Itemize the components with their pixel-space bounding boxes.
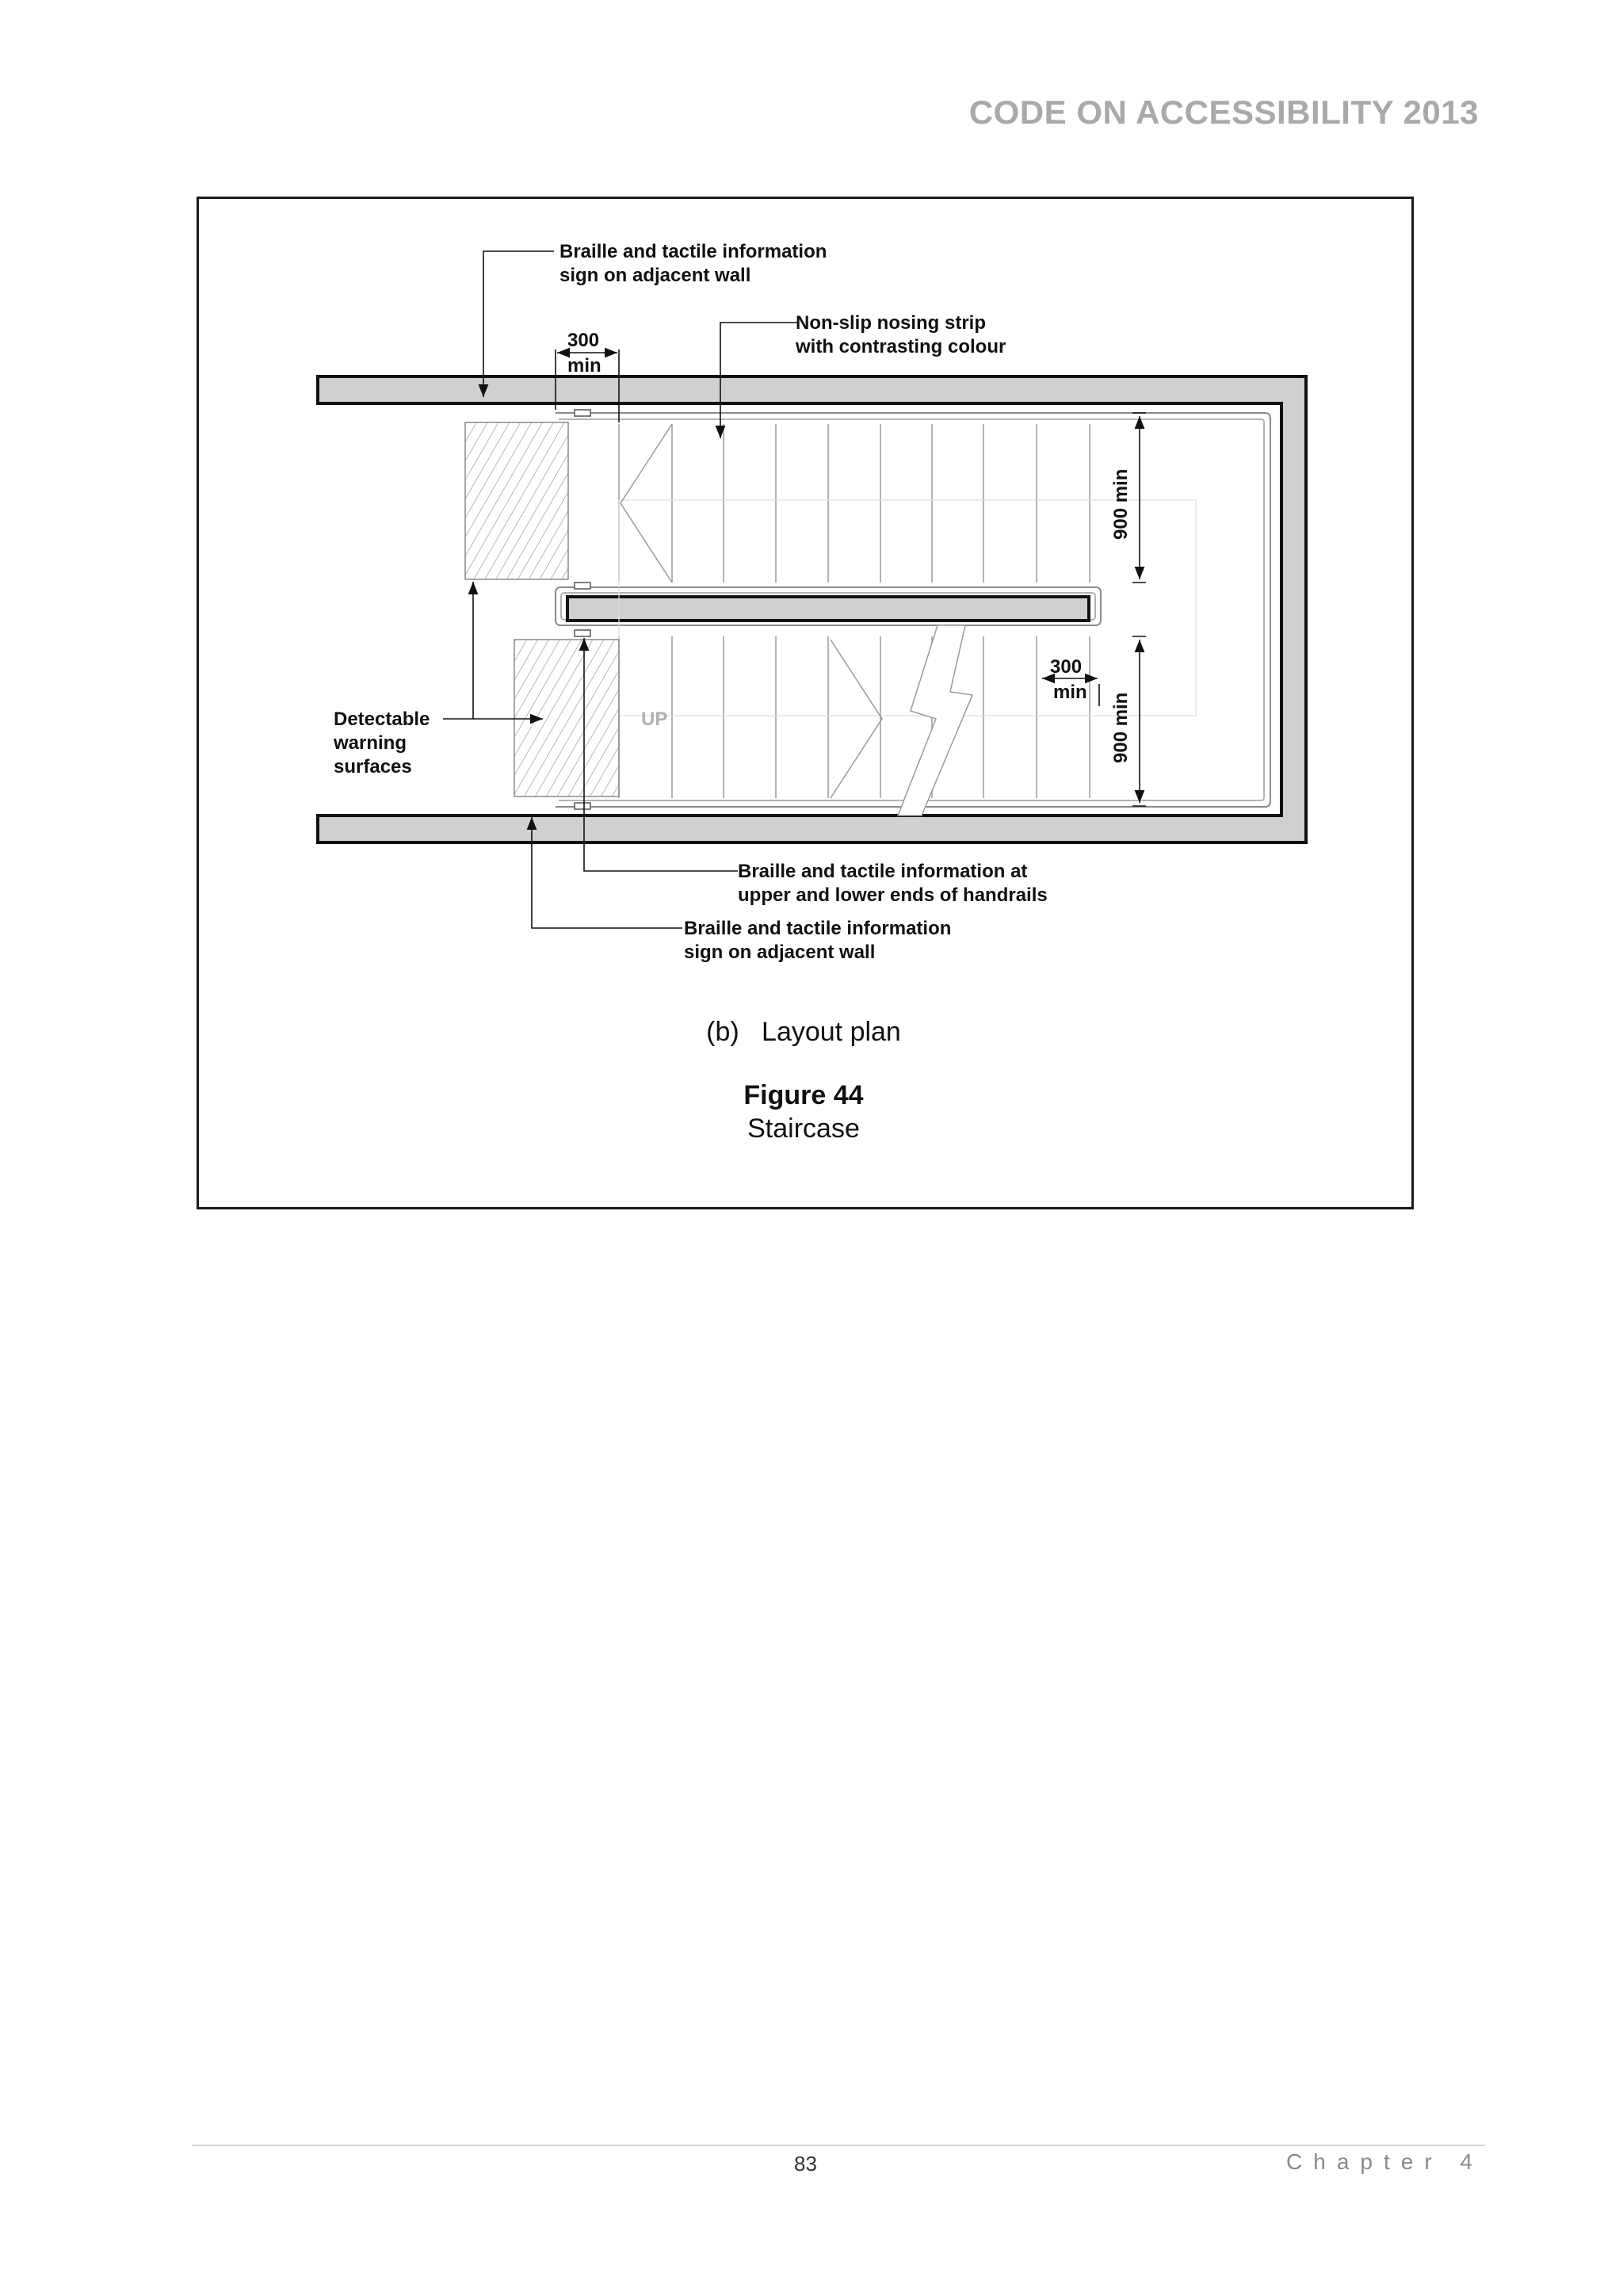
stair-break-line: [898, 625, 972, 816]
dim-upper-flight: 900 min: [1110, 468, 1132, 540]
label-warning-line3: surfaces: [334, 756, 412, 777]
page-number: 83: [794, 2152, 817, 2176]
figure-frame: [197, 197, 1414, 1209]
upper-flight-treads: [619, 424, 1090, 583]
label-nosing-line2: with contrasting colour: [796, 336, 1006, 357]
dim-top-value: 300: [567, 330, 600, 351]
dim-right-unit: min: [1053, 682, 1087, 703]
dim-right-value: 300: [1050, 656, 1083, 678]
label-sign-bottom-line2: sign on adjacent wall: [684, 942, 876, 963]
label-nosing-line1: Non-slip nosing strip: [796, 312, 986, 334]
label-sign-top-line1: Braille and tactile information: [559, 241, 827, 262]
label-handrail-line2: upper and lower ends of handrails: [738, 884, 1048, 906]
label-up: UP: [641, 709, 668, 730]
figure-subcaption: (b) Layout plan: [706, 1017, 901, 1047]
dim-top-unit: min: [567, 355, 601, 376]
label-sign-bottom-line1: Braille and tactile information: [684, 918, 952, 939]
lower-flight-treads: [619, 636, 1090, 798]
label-warning-line2: warning: [334, 732, 407, 754]
footer-divider: [192, 2145, 1485, 2146]
label-warning-line1: Detectable: [334, 709, 430, 730]
label-sign-top-line2: sign on adjacent wall: [559, 265, 751, 286]
dimension-lines: [556, 350, 1146, 806]
figure-title: Staircase: [747, 1114, 860, 1144]
label-handrail-line1: Braille and tactile information at: [738, 861, 1028, 882]
central-wall: [556, 587, 1101, 625]
figure-number: Figure 44: [743, 1080, 864, 1110]
document-header-title: CODE ON ACCESSIBILITY 2013: [968, 94, 1479, 131]
chapter-label: Chapter 4: [1286, 2149, 1484, 2174]
staircase-layout-diagram: [199, 199, 1411, 1207]
dim-lower-flight: 900 min: [1110, 692, 1132, 763]
